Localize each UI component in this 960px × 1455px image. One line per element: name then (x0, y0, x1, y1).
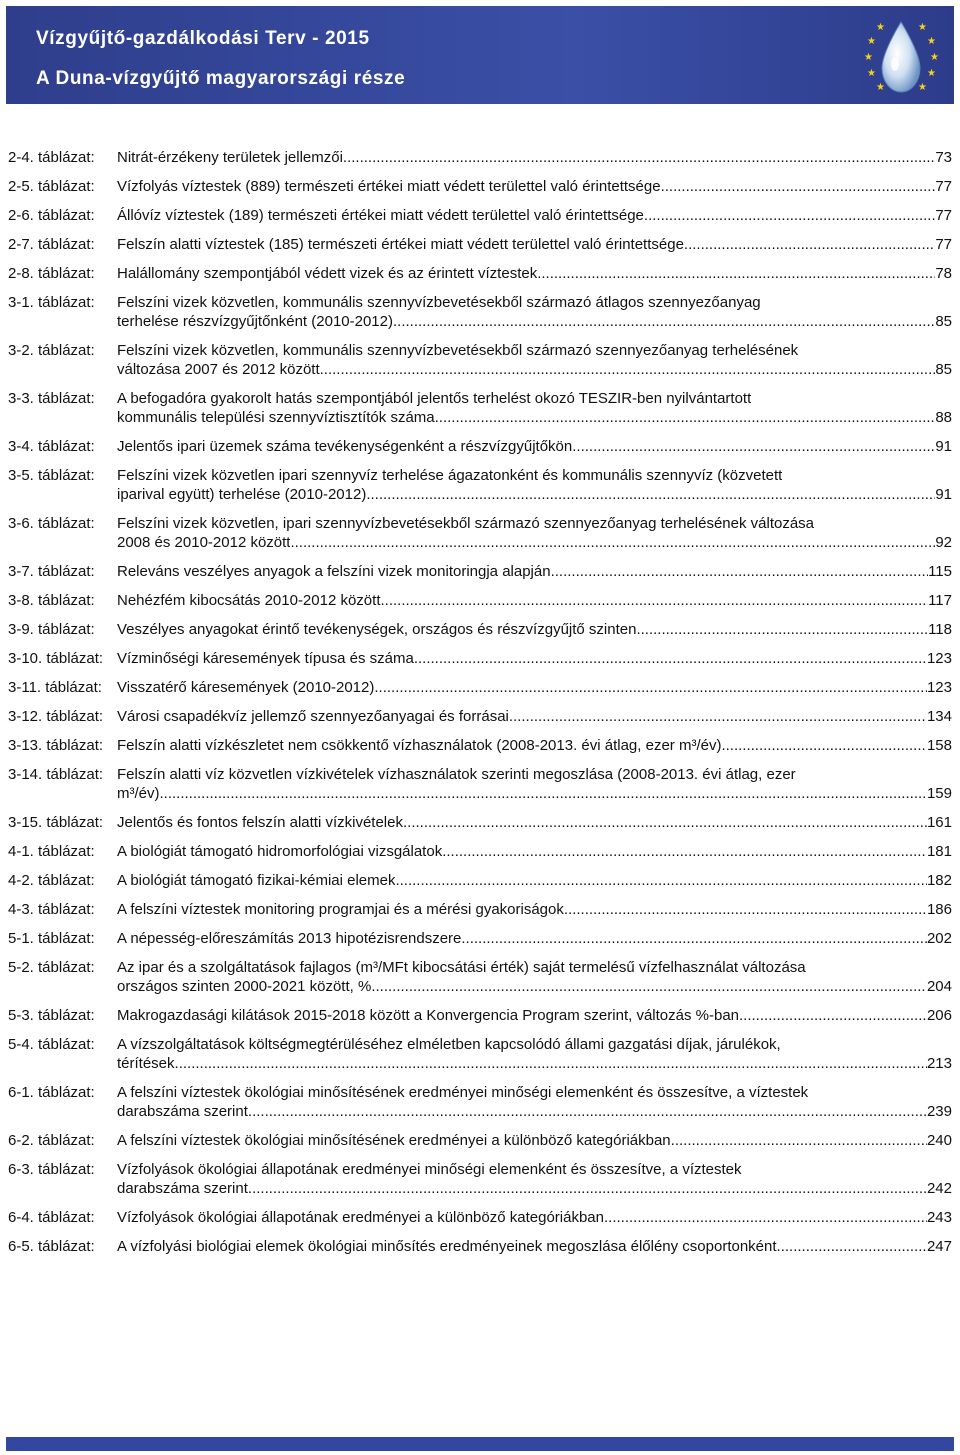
toc-entry[interactable] (8, 177, 952, 196)
toc-page-number: 240 (926, 1132, 952, 1149)
toc-entry-title: Jelentős és fontos felszín alatti vízkivételek (117, 814, 403, 831)
toc-entry-number: 4-1. táblázat: (8, 843, 95, 860)
toc-entry-number: 2-8. táblázat: (8, 265, 95, 282)
toc-dot-leader (442, 842, 927, 861)
toc-dot-leader (414, 649, 927, 668)
page-header (6, 6, 954, 104)
toc-entry[interactable] (8, 293, 952, 331)
toc-entry-number: 3-3. táblázat: (8, 390, 95, 407)
svg-text:★: ★ (918, 82, 927, 93)
toc-entry-number: 4-2. táblázat: (8, 872, 95, 889)
toc-dot-leader (564, 900, 927, 919)
toc-entry-number: 6-5. táblázat: (8, 1238, 95, 1255)
toc-entry-number: 6-2. táblázat: (8, 1132, 95, 1149)
toc-entry[interactable] (8, 1035, 952, 1073)
toc-entry[interactable] (8, 437, 952, 456)
toc-entry-number: 3-6. táblázat: (8, 515, 95, 532)
toc-entry-title: A vízszolgáltatások költségmegtérüléséhez elméletben kapcsolódó állami gazgatási díjak, járulékok, (117, 1036, 781, 1053)
toc-page-number: 213 (926, 1055, 952, 1072)
toc-entry-title: Vízfolyások ökológiai állapotának eredményei minőségi elemenként és összesítve, a víztestek (117, 1161, 742, 1178)
toc-entry[interactable] (8, 620, 952, 639)
toc-dot-leader (572, 437, 935, 456)
toc-entry[interactable] (8, 736, 952, 755)
toc-entry[interactable] (8, 562, 952, 581)
toc-page-number: 161 (926, 814, 952, 831)
toc-page-number: 247 (926, 1238, 952, 1255)
toc-entry-title: Felszíni vizek közvetlen, kommunális szennyvízbevetésekből származó szennyezőanyag terhelésének (117, 342, 799, 359)
toc-entry-number: 5-3. táblázat: (8, 1007, 95, 1024)
toc-entry-number: 5-1. táblázat: (8, 930, 95, 947)
toc-entry[interactable] (8, 649, 952, 668)
toc-entry-title: Vízminőségi káresemények típusa és száma (117, 650, 414, 667)
toc-dot-leader (661, 177, 936, 196)
toc-page-number: 202 (926, 930, 952, 947)
toc-entry-number: 6-4. táblázat: (8, 1209, 95, 1226)
toc-dot-leader (403, 813, 927, 832)
svg-text:★: ★ (927, 36, 936, 47)
toc-entry-title: Vízfolyás víztestek (889) természeti értékei miatt védett területtel való érintettsége (117, 178, 661, 195)
toc-page-number: 77 (935, 207, 952, 224)
toc-entry-title: A felszíni víztestek ökológiai minősítésének eredményei a különböző kategóriákban (117, 1132, 671, 1149)
toc-entry[interactable] (8, 1237, 952, 1256)
toc-dot-leader (671, 1131, 927, 1150)
toc-entry-title: Felszíni vizek közvetlen, ipari szennyvízbevetésekből származó szennyezőanyag terhelésének változása (117, 515, 815, 532)
toc-entry-title: Halállomány szempontjából védett vizek és az érintett víztestek (117, 265, 538, 282)
toc-page-number: 204 (926, 978, 952, 995)
toc-page-number: 77 (935, 236, 952, 253)
toc-page-number: 88 (935, 409, 952, 426)
toc-entry-title: A népesség-előreszámítás 2013 hipotézisrendszere (117, 930, 462, 947)
toc-entry-number: 3-12. táblázat: (8, 708, 104, 725)
toc-dot-leader (381, 591, 929, 610)
toc-dot-leader (461, 929, 927, 948)
toc-page-number: 239 (926, 1103, 952, 1120)
toc-entry-number: 3-4. táblázat: (8, 438, 95, 455)
toc-entry-title: Az ipar és a szolgáltatások fajlagos (m³/MFt kibocsátási érték) saját termelésű vízfelhasználat változása (117, 959, 806, 976)
toc-entry[interactable] (8, 235, 952, 254)
toc-dot-leader (721, 736, 927, 755)
toc-entry-title: A biológiát támogató hidromorfológiai vizsgálatok (117, 843, 443, 860)
toc-entry[interactable] (8, 206, 952, 225)
toc-page-number: 117 (928, 592, 952, 609)
toc-entry[interactable] (8, 678, 952, 697)
toc-entry-title: A befogadóra gyakorolt hatás szempontjából jelentős terhelést okozó TESZIR-ben nyilvántartott (117, 390, 752, 407)
toc-page-number: 123 (926, 650, 952, 667)
toc-entry-number: 3-14. táblázat: (8, 766, 104, 783)
toc-dot-leader (366, 485, 935, 504)
toc-entry-title: térítések (117, 1055, 175, 1072)
toc-entry-title: Felszín alatti vízkészletet nem csökkentő vízhasználatok (2008-2013. évi átlag, ezer m³/év) (117, 737, 722, 754)
toc-dot-leader (537, 264, 935, 283)
toc-entry-title: országos szinten 2000-2021 között, % (117, 978, 372, 995)
toc-page-number: 123 (926, 679, 952, 696)
toc-entry-number: 6-3. táblázat: (8, 1161, 95, 1178)
toc-entry-title: 2008 és 2010-2012 között (117, 534, 291, 551)
toc-dot-leader (248, 1179, 927, 1198)
toc-entry-number: 5-4. táblázat: (8, 1036, 95, 1053)
toc-entry[interactable] (8, 813, 952, 832)
toc-page-number: 115 (928, 563, 952, 580)
toc-entry-number: 3-7. táblázat: (8, 563, 95, 580)
toc-entry-number: 2-5. táblázat: (8, 178, 95, 195)
svg-text:★: ★ (867, 68, 876, 79)
toc-dot-leader (435, 408, 936, 427)
toc-entry-number: 3-15. táblázat: (8, 814, 104, 831)
header-subtitle: A Duna-vízgyűjtő magyarországi része (36, 68, 406, 89)
toc-entry-number: 5-2. táblázat: (8, 959, 95, 976)
toc-page-number: 91 (935, 438, 952, 455)
toc-entry-title: Városi csapadékvíz jellemző szennyezőanyagai és forrásai (117, 708, 509, 725)
toc-entry-title: A vízfolyási biológiai elemek ökológiai minősítés eredményeinek megoszlása élőlény csoportonként (117, 1238, 777, 1255)
toc-entry[interactable] (8, 1083, 952, 1121)
toc-page-number: 77 (935, 178, 952, 195)
svg-text:★: ★ (930, 52, 939, 63)
toc-entry-number: 4-3. táblázat: (8, 901, 95, 918)
eu-stars-water-drop-logo-icon (862, 16, 940, 100)
toc-entry-number: 3-13. táblázat: (8, 737, 104, 754)
toc-page-number: 181 (926, 843, 952, 860)
toc-dot-leader (160, 784, 927, 803)
header-title: Vízgyűjtő-gazdálkodási Terv - 2015 (36, 28, 370, 49)
toc-entry-number: 3-2. táblázat: (8, 342, 95, 359)
toc-entry[interactable] (8, 707, 952, 726)
toc-entry-number: 3-8. táblázat: (8, 592, 95, 609)
toc-entry-title: m³/év) (117, 785, 160, 802)
toc-dot-leader (343, 148, 935, 167)
table-of-tables (8, 148, 952, 1266)
toc-page-number: 159 (926, 785, 952, 802)
toc-page-number: 118 (928, 621, 952, 638)
toc-entry-title: Állóvíz víztestek (189) természeti értékei miatt védett területtel való érintettsége (117, 207, 644, 224)
toc-entry[interactable] (8, 148, 952, 167)
toc-entry[interactable] (8, 389, 952, 427)
toc-dot-leader (393, 312, 935, 331)
toc-entry-title: Nitrát-érzékeny területek jellemzői (117, 149, 343, 166)
toc-entry[interactable] (8, 1208, 952, 1227)
toc-entry[interactable] (8, 871, 952, 890)
toc-dot-leader (551, 562, 929, 581)
toc-entry-title: Felszín alatti víztestek (185) természeti értékei miatt védett területtel való érintettsége (117, 236, 684, 253)
toc-page-number: 85 (935, 361, 952, 378)
toc-dot-leader (739, 1006, 927, 1025)
toc-dot-leader (290, 533, 935, 552)
toc-entry-title: A felszíni víztestek monitoring programjai és a mérési gyakoriságok (117, 901, 564, 918)
toc-dot-leader (374, 678, 927, 697)
toc-entry-title: Releváns veszélyes anyagok a felszíni vizek monitoringja alapján (117, 563, 551, 580)
toc-entry-title: A felszíni víztestek ökológiai minősítésének eredményei minőségi elemenként és összesítve, a víztestek (117, 1084, 809, 1101)
toc-page-number: 206 (926, 1007, 952, 1024)
toc-entry[interactable] (8, 1160, 952, 1198)
toc-entry[interactable] (8, 264, 952, 283)
toc-page-number: 242 (926, 1180, 952, 1197)
toc-dot-leader (604, 1208, 927, 1227)
toc-page-number: 243 (926, 1209, 952, 1226)
toc-entry-title: darabszáma szerint (117, 1103, 248, 1120)
svg-text:★: ★ (918, 22, 927, 33)
toc-entry[interactable] (8, 591, 952, 610)
toc-page-number: 182 (926, 872, 952, 889)
toc-dot-leader (509, 707, 927, 726)
toc-entry-title: iparival együtt) terhelése (2010-2012) (117, 486, 367, 503)
toc-dot-leader (777, 1237, 927, 1256)
toc-dot-leader (644, 206, 935, 225)
toc-page-number: 73 (935, 149, 952, 166)
toc-entry-number: 3-5. táblázat: (8, 467, 95, 484)
toc-entry[interactable] (8, 514, 952, 552)
toc-entry-number: 2-7. táblázat: (8, 236, 95, 253)
svg-text:★: ★ (876, 82, 885, 93)
svg-text:★: ★ (876, 22, 885, 33)
toc-entry-number: 2-6. táblázat: (8, 207, 95, 224)
toc-entry-title: Felszín alatti víz közvetlen vízkivételek vízhasználatok szerinti megoszlása (2008-2013. évi átlag, ezer (117, 766, 796, 783)
toc-entry[interactable] (8, 1006, 952, 1025)
toc-entry-title: Veszélyes anyagokat érintő tevékenységek, országos és részvízgyűjtő szinten (117, 621, 637, 638)
toc-entry-title: Felszíni vizek közvetlen ipari szennyvíz terhelése ágazatonként és kommunális szennyvíz (közvetett (117, 467, 783, 484)
toc-entry-number: 3-1. táblázat: (8, 294, 95, 311)
toc-page-number: 186 (926, 901, 952, 918)
toc-dot-leader (371, 977, 927, 996)
toc-entry-number: 6-1. táblázat: (8, 1084, 95, 1101)
toc-page-number: 92 (935, 534, 952, 551)
toc-entry-number: 3-9. táblázat: (8, 621, 95, 638)
svg-text:★: ★ (864, 52, 873, 63)
svg-text:★: ★ (867, 36, 876, 47)
toc-entry-number: 2-4. táblázat: (8, 149, 95, 166)
toc-entry[interactable] (8, 466, 952, 504)
toc-entry-title: Jelentős ipari üzemek száma tevékenységenként a részvízgyűjtőkön (117, 438, 573, 455)
toc-entry-number: 3-11. táblázat: (8, 679, 102, 696)
toc-entry-title: kommunális települési szennyvíztisztítók száma (117, 409, 435, 426)
toc-entry[interactable] (8, 765, 952, 803)
toc-entry-title: A biológiát támogató fizikai-kémiai elemek (117, 872, 396, 889)
toc-entry-title: darabszáma szerint (117, 1180, 248, 1197)
toc-page-number: 78 (935, 265, 952, 282)
footer-bar (6, 1437, 954, 1451)
toc-entry-title: Felszíni vizek közvetlen, kommunális szennyvízbevetésekből származó átlagos szennyezőanyag (117, 294, 761, 311)
toc-entry-title: terhelése részvízgyűjtőnként (2010-2012) (117, 313, 393, 330)
toc-entry[interactable] (8, 958, 952, 996)
toc-entry-title: Makrogazdasági kilátások 2015-2018 között a Konvergencia Program szerint, változás %-ban (117, 1007, 740, 1024)
toc-page-number: 85 (935, 313, 952, 330)
toc-entry[interactable] (8, 900, 952, 919)
toc-dot-leader (636, 620, 928, 639)
toc-entry[interactable] (8, 929, 952, 948)
toc-entry-title: Visszatérő káresemények (2010-2012) (117, 679, 375, 696)
toc-entry[interactable] (8, 341, 952, 379)
toc-entry[interactable] (8, 1131, 952, 1150)
toc-page-number: 158 (926, 737, 952, 754)
toc-entry[interactable] (8, 842, 952, 861)
toc-page-number: 134 (926, 708, 952, 725)
toc-dot-leader (248, 1102, 927, 1121)
toc-entry-title: Nehézfém kibocsátás 2010-2012 között (117, 592, 381, 609)
toc-dot-leader (175, 1054, 927, 1073)
toc-dot-leader (320, 360, 936, 379)
toc-entry-number: 3-10. táblázat: (8, 650, 104, 667)
toc-dot-leader (395, 871, 927, 890)
toc-entry-title: változása 2007 és 2012 között (117, 361, 320, 378)
toc-page-number: 91 (935, 486, 952, 503)
toc-dot-leader (684, 235, 935, 254)
svg-text:★: ★ (927, 68, 936, 79)
toc-entry-title: Vízfolyások ökológiai állapotának eredményei a különböző kategóriákban (117, 1209, 604, 1226)
